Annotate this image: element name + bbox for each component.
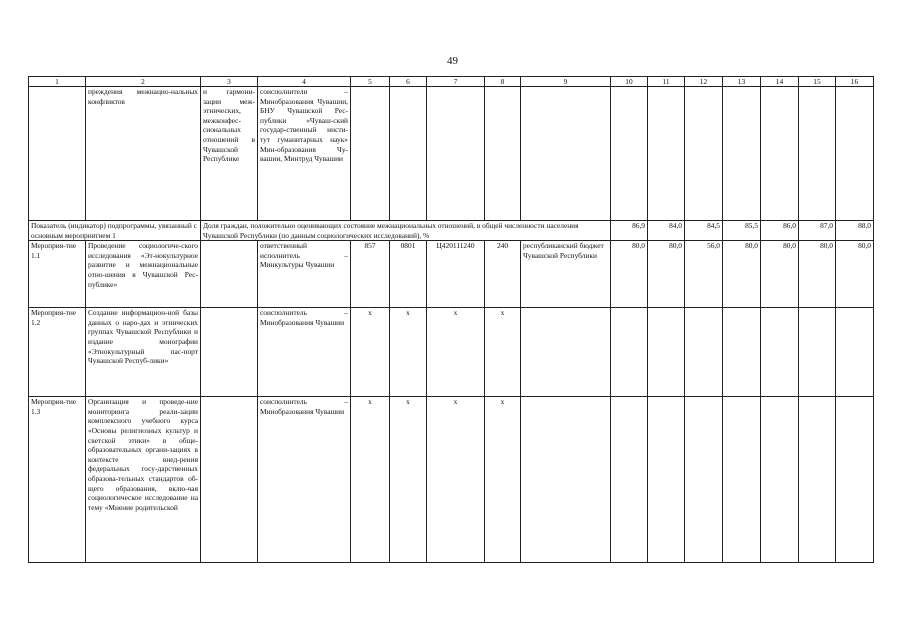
cell-value	[761, 308, 799, 397]
table-row-indicator	[29, 221, 874, 241]
cell-goal	[201, 308, 258, 397]
cell-value	[648, 308, 685, 397]
col-header: 2	[86, 77, 201, 87]
cell	[351, 87, 390, 221]
col-header: 7	[427, 77, 485, 87]
col-header: 11	[648, 77, 685, 87]
cell-code: 240	[485, 241, 521, 308]
cell-goal: и гармони-зации меж-этнических, межконфес-сиональных отношений в Чувашской Республике	[201, 87, 258, 221]
cell-value	[723, 308, 761, 397]
cell-code: х	[390, 397, 427, 563]
indicator-value: 87,0	[799, 221, 836, 241]
cell-value: 80,0	[723, 241, 761, 308]
col-header: 4	[258, 77, 351, 87]
cell-code: 0801	[390, 241, 427, 308]
col-header: 14	[761, 77, 799, 87]
cell-code: х	[390, 308, 427, 397]
cell-code: х	[485, 397, 521, 563]
cell-value: 80,0	[836, 241, 874, 308]
cell	[427, 87, 485, 221]
cell-value: 80,0	[799, 241, 836, 308]
table-row	[29, 308, 874, 397]
page-number: 49	[447, 55, 458, 67]
cell-code: х	[485, 308, 521, 397]
table-header-row	[29, 77, 874, 87]
col-header: 6	[390, 77, 427, 87]
col-header: 1	[29, 77, 86, 87]
col-header: 9	[521, 77, 611, 87]
cell-value: 80,0	[648, 241, 685, 308]
cell-executor: ответственный исполнитель – Минкультуры Чувашии	[258, 241, 351, 308]
cell-value	[611, 397, 648, 563]
cell-activity: Проведение социологиче-ского исследования «Эт-нокультурное развитие и межнациональные отно-шения в Чувашской Рес-публике»	[86, 241, 201, 308]
cell-event-number: Мероприя-тие 1.1	[29, 241, 86, 308]
col-header: 12	[685, 77, 723, 87]
indicator-value: 86,9	[611, 221, 648, 241]
col-header: 10	[611, 77, 648, 87]
cell	[29, 87, 86, 221]
cell-value: 56,0	[685, 241, 723, 308]
cell-value: 80,0	[761, 241, 799, 308]
cell	[648, 87, 685, 221]
cell-code: х	[351, 397, 390, 563]
indicator-value: 86,0	[761, 221, 799, 241]
cell-value	[648, 397, 685, 563]
col-header: 16	[836, 77, 874, 87]
cell-code: Ц420111240	[427, 241, 485, 308]
cell-value	[836, 397, 874, 563]
cell-source	[521, 397, 611, 563]
cell	[485, 87, 521, 221]
cell-activity: Организация и проведе-ние мониторинга реали-зации комплексного учебного курса «Основы религиозных культур и светской этики» в обще-образовательных органи-зациях в контексте внед-рения федеральных госу-дарственных образова-тельных стандартов об-щего образования, вклю-чая социологическое исследование на тему «Мнение родительской	[86, 397, 201, 563]
cell-code: х	[351, 308, 390, 397]
cell-value	[723, 397, 761, 563]
col-header: 3	[201, 77, 258, 87]
cell	[799, 87, 836, 221]
program-table	[28, 76, 874, 563]
cell-event-number: Мероприя-тие 1.2	[29, 308, 86, 397]
cell-source: республиканский бюджет Чувашской Республики	[521, 241, 611, 308]
cell-code: х	[427, 308, 485, 397]
cell-value	[685, 397, 723, 563]
cell	[723, 87, 761, 221]
cell	[685, 87, 723, 221]
cell-value	[761, 397, 799, 563]
indicator-description: Доля граждан, положительно оценивающих состояние межнациональных отношений, в общей численности населения Чувашской Республики (по данным социологических исследований), %	[201, 221, 611, 241]
cell	[836, 87, 874, 221]
col-header: 15	[799, 77, 836, 87]
cell	[611, 87, 648, 221]
col-header: 13	[723, 77, 761, 87]
cell-value	[799, 308, 836, 397]
cell	[761, 87, 799, 221]
indicator-value: 88,0	[836, 221, 874, 241]
cell-source	[521, 308, 611, 397]
col-header: 8	[485, 77, 521, 87]
cell-goal	[201, 397, 258, 563]
cell-code: 857	[351, 241, 390, 308]
cell-value	[799, 397, 836, 563]
cell-executor: соисполнитель – Минобразования Чувашии	[258, 308, 351, 397]
table-row	[29, 397, 874, 563]
table-row	[29, 241, 874, 308]
cell-event-number: Мероприя-тие 1.3	[29, 397, 86, 563]
table-row-continuation	[29, 87, 874, 221]
cell-code: х	[427, 397, 485, 563]
indicator-value: 85,5	[723, 221, 761, 241]
cell-goal	[201, 241, 258, 308]
cell-value	[611, 308, 648, 397]
indicator-label: Показатель (индикатор) подпрограммы, увязанный с основным мероприятием 1	[29, 221, 201, 241]
col-header: 5	[351, 77, 390, 87]
cell-activity: Создание информацион-ной базы данных о наро-дах и этнических группах Чувашской Республики и издание монографии «Этнокультурный пас-порт Чувашской Респуб-лики»	[86, 308, 201, 397]
cell-executor: соисполнители – Минобразования Чувашии, БНУ Чувашской Рес-публики «Чуваш-ский государ-ственный инсти-тут гуманитарных наук» Мин-образования Чу-вашии, Минтруд Чувашии	[258, 87, 351, 221]
cell-value	[685, 308, 723, 397]
cell	[521, 87, 611, 221]
indicator-value: 84,5	[685, 221, 723, 241]
cell-value: 80,0	[611, 241, 648, 308]
indicator-value: 84,0	[648, 221, 685, 241]
cell-activity: преждения межнацио-нальных конфликтов	[86, 87, 201, 221]
cell-executor: соисполнитель – Минобразования Чувашии	[258, 397, 351, 563]
cell-value	[836, 308, 874, 397]
cell	[390, 87, 427, 221]
